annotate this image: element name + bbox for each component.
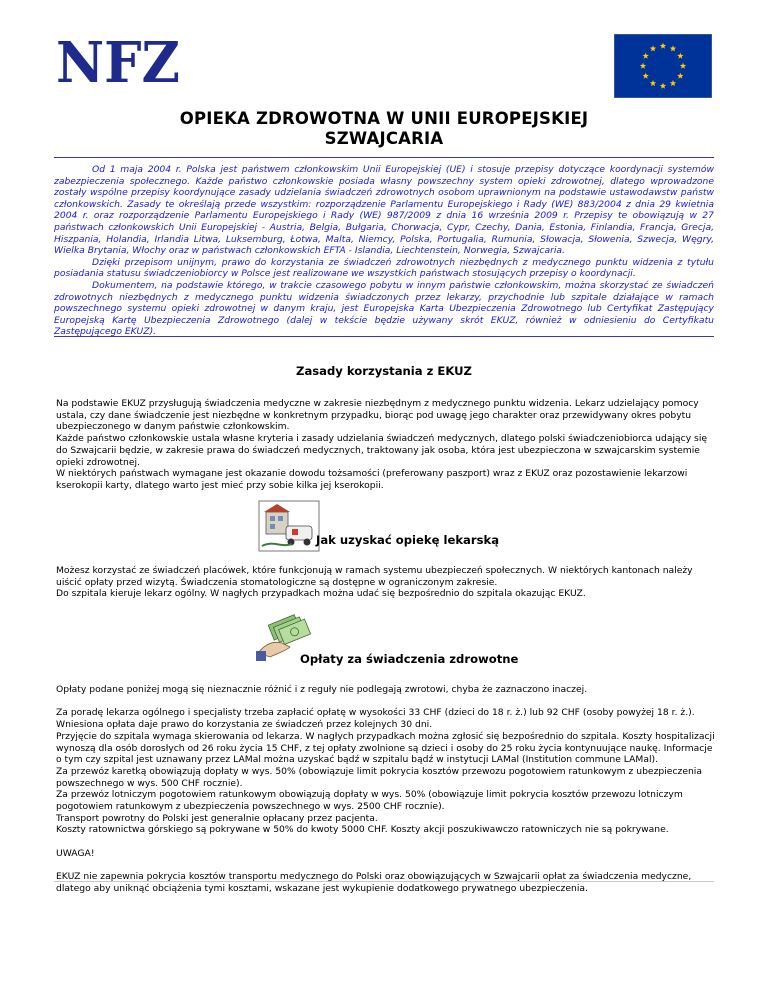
paragraph: Wniesiona opłata daje prawo do korzystania ze świadczeń przez kolejnych 30 dni. [56, 719, 433, 731]
paragraph: Transport powrotny do Polski jest generalnie opłacany przez pacjenta. [56, 812, 378, 824]
paragraph: Do szpitala kieruje lekarz ogólny. W nagłych przypadkach można udać się bezpośrednio do szpitala okazując EKUZ. [56, 588, 586, 600]
paragraph: Za przewóz karetką obowiązują dopłaty w wys. 50% (obowiązuje limit pokrycia kosztów przewozu pogotowiem ratunkowym z ubezpieczenia powszechnego w wys. 500 CHF rocznie). [56, 765, 702, 789]
nfz-logo [56, 34, 182, 86]
section-heading-ekuz-rules: Zasady korzystania z EKUZ [296, 364, 472, 378]
section-heading-medical-care: Jak uzyskać opiekę lekarską [316, 533, 500, 547]
intro-paragraph: Od 1 maja 2004 r. Polska jest państwem członkowskim Unii Europejskiej (UE) i stosuje przepisy dotyczące koordynacji systemów zabezpieczenia społecznego. Każde państwo członkowskie posiada własny powszechny system opieki zdrowotnej, dlatego wprowadzone zostały wspólne przepisy koordynujące zasady udzielania świadczeń zdrowotnych osobom uprawnionym na podstawie ustawodawstw państw członkowskich. Zasady te określają przede wszystkim: rozporządzenie Parlamentu Europejskiego i Rady (WE) 883/2004 z dnia 29 kwietnia 2004 r. oraz rozporządzenie Parlamentu Europejskiego i Rady (WE) 987/2009 z dnia 16 września 2009 r. Przepisy te obowiązują w 27 państwach członkowskich Unii Europejskiej - Austria, Belgia, Bułgaria, Chorwacja, Cypr, Czechy, Dania, Estonia, Finlandia, Francja, Grecja, Hiszpania, Holandia, Irlandia Litwa, Luksemburg, Łotwa, Malta, Niemcy, Polska, Portugalia, Rumunia, Słowacja, Słowenia, Szwecja, Węgry, Wielka Brytania, Włochy oraz w państwach członkowskich EFTA - Islandia, Liechtenstein, Norwegia, Szwajcaria. [54, 164, 714, 257]
paragraph: Koszty ratownictwa górskiego są pokrywane w 50% do kwoty 5000 CHF. Koszty akcji poszukiwawczo ratowniczych nie są pokrywane. [56, 824, 669, 836]
intro-bottom-rule [54, 336, 714, 337]
intro-paragraph: Dokumentem, na podstawie którego, w trakcie czasowego pobytu w innym państwie członkowskim, można skorzystać ze świadczeń zdrowotnych niezbędnych z medycznego punktu widzenia świadczonych przez lekarzy, przychodnie lub szpitale działające w ramach powszechnego systemu opieki zdrowotnej w danym kraju, jest Europejska Karta Ubezpieczenia Zdrowotnego lub Certyfikat Zastępujący Europejską Kartę Ubezpieczenia Zdrowotnego (dalej w tekście będzie używany skrót EKUZ, również w odniesieniu do Certyfikatu Zastępującego EKUZ). [54, 279, 714, 338]
paragraph: Przyjęcie do szpitala wymaga skierowania od lekarza. W nagłych przypadkach można zgłosić się bezpośrednio do szpitala. Koszty hospitalizacji wynoszą dla osób dorosłych od 26 roku życia 15 CHF, z tej opłaty zwolnione są dzieci i osoby do 25 roku życia kontynuujące naukę. Informacje o tym czy szpital jest uznawany przez LAMal można uzyskać bądź w szpitalu bądź w instytucji LAMal (Institution commune LAMal). [56, 730, 715, 766]
paragraph: Za poradę lekarza ogólnego i specjalisty trzeba zapłacić opłatę w wysokości 33 CHF (dzieci do 18 r. ż.) lub 92 CHF (osoby powyżej 18 r. ż.). [56, 707, 695, 719]
paragraph: Za przewóz lotniczym pogotowiem ratunkowym obowiązują dopłaty w wys. 50% (obowiązuje limit pokrycia kosztów przewozu lotniczym pogotowiem ratunkowym z ubezpieczenia powszechnego w wys. 2500 CHF rocznie). [56, 789, 683, 813]
intro-text [54, 164, 714, 338]
section-heading-fees: Opłaty za świadczenia zdrowotne [300, 652, 519, 666]
intro-top-rule [54, 157, 714, 158]
nfz-logo-text: NFZ [56, 34, 180, 86]
section-medical-care-text [56, 565, 716, 600]
clinic-clipart-icon [258, 500, 320, 552]
footer-rule [54, 881, 714, 882]
section-fees-text [56, 684, 716, 895]
warning-label: UWAGA! [56, 847, 95, 859]
paragraph: Każde państwo członkowskie ustala własne kryteria i zasady udzielania świadczeń medycznych, dlatego polski świadczeniobiorca udający się do Szwajcarii będzie, w zakresie prawa do świadczeń medycznych, traktowany jak osoba, która jest ubezpieczona w szwajcarskim systemie opieki zdrowotnej. [56, 433, 708, 468]
paragraph: Na podstawie EKUZ przysługują świadczenia medyczne w zakresie niezbędnym z medycznego punktu widzenia. Lekarz udzielający pomocy ustala, czy dane świadczenie jest niezbędne w konkretnym przypadku, biorąc pod uwagę jego charakter oraz przewidywany okres pobytu ubezpieczonego w danym państwie członkowskim. [56, 398, 699, 433]
page-title: OPIEKA ZDROWOTNA W UNII EUROPEJSKIEJ [179, 109, 589, 128]
paragraph-lead: Opłaty podane poniżej mogą się nieznacznie różnić i z reguły nie podlegają zwrotowi, chyba że zaznaczono inaczej. [56, 684, 588, 695]
paragraph: W niektórych państwach wymagane jest okazanie dowodu tożsamości (preferowany paszport) wraz z EKUZ oraz pozostawienie lekarzowi kserokopii karty, dlatego warto jest mieć przy sobie kilka jej kserokopii. [56, 468, 688, 491]
page-subtitle-country: SZWAJCARIA [324, 129, 444, 148]
warning-text: EKUZ nie zapewnia pokrycia kosztów transportu medycznego do Polski oraz obowiązujących w Szwajcarii opłat za świadczenia medyczne, dlatego aby uniknąć obciążenia tymi kosztami, wskazane jest wykupienie dodatkowego prywatnego ubezpieczenia. [56, 871, 692, 894]
eu-flag-icon [614, 34, 712, 98]
section-ekuz-rules-text [56, 398, 716, 492]
paragraph: Możesz korzystać ze świadczeń placówek, które funkcjonują w ramach systemu ubezpieczeń społecznych. W niektórych kantonach należy uiścić opłaty przed wizytą. Świadczenia stomatologiczne są dostępne w ograniczonym zakresie. [56, 565, 693, 588]
intro-paragraph: Dzięki przepisom unijnym, prawo do korzystania ze świadczeń zdrowotnych niezbędnych z medycznego punktu widzenia z tytułu posiadania statusu świadczeniobiorcy w Polsce jest realizowane we wszystkich państwach stosujących przepisy o koordynacji. [54, 256, 714, 280]
